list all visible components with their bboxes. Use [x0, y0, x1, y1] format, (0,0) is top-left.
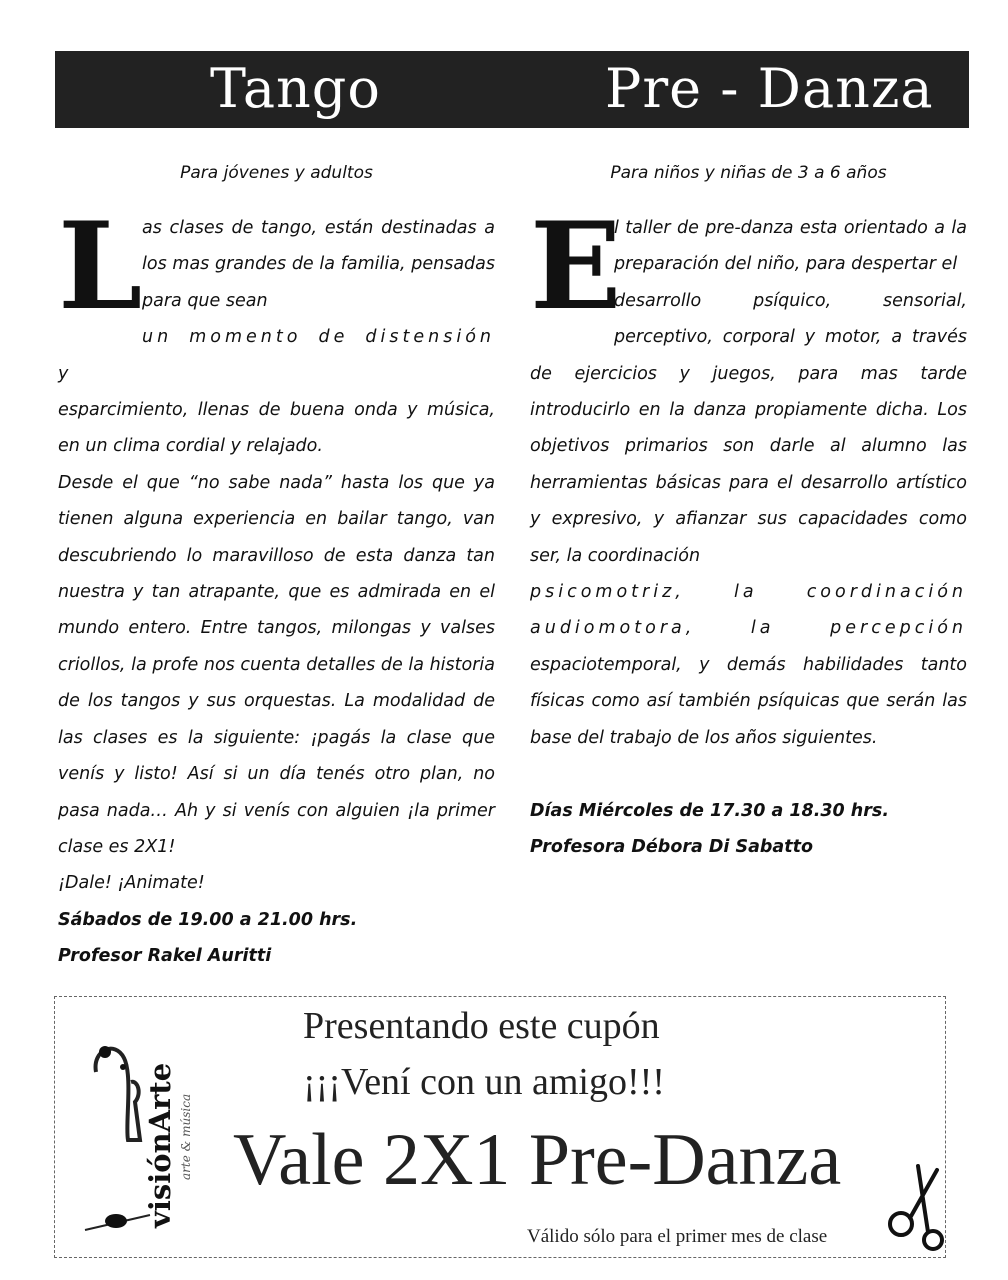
logo-subtext: arte & música [179, 1093, 193, 1180]
logo-text: visiónArte [143, 1062, 177, 1228]
predanza-column [530, 160, 967, 865]
spacer [530, 756, 967, 792]
predanza-intro: l taller de pre-danza esta orientado a la preparación del niño, para despertar el [614, 218, 967, 275]
tango-dropcap: L [58, 196, 143, 337]
predanza-spread-2: audiomotora, la percepción [530, 618, 967, 639]
tango-paragraph-2: Desde el que “no sabe nada” hasta los que ya tienen alguna experiencia en bailar tango, van descubriendo lo maravilloso de esta danza tan nuestra y tan atrapante, que es admirada en el mundo entero. Entre tangos, milongas y valses criollos, la profe nos cuenta detalles de la historia de los tangos y sus orquestas. La modalidad de las clases es la siguiente: ¡pagás la clase que venís y listo! Así si un día tenés otro plan, no pasa nada… Ah y si venís con alguien ¡la primer clase es 2X1! [58, 472, 495, 857]
tango-teacher: Profesor Rakel Auritti [58, 946, 272, 967]
tango-schedule: Sábados de 19.00 a 21.00 hrs. [58, 909, 358, 930]
tango-column [58, 160, 495, 975]
predanza-subtitle: Para niños y niñas de 3 a 6 años [610, 163, 887, 183]
tango-intro: as clases de tango, están destinadas a los mas grandes de la familia, pensadas para que sean [142, 218, 495, 311]
predanza-dropcap: E [530, 196, 622, 337]
predanza-title: Pre - Danza [605, 57, 934, 120]
tango-cheer: ¡Dale! ¡Animate! [58, 873, 205, 894]
predanza-spread-1: psicomotriz, la coordinación [530, 582, 967, 603]
predanza-paragraph-end: espaciotemporal, y demás habilidades tanto físicas como así también psíquicas que serán las base del trabajo de los años siguientes. [530, 654, 967, 748]
tango-paragraph-1: esparcimiento, llenas de buena onda y música, en un clima cordial y relajado. [58, 400, 495, 457]
tango-title: Tango [210, 57, 381, 120]
scissors-icon [885, 1162, 949, 1258]
coupon-headline: Vale 2X1 Pre-Danza [233, 1119, 842, 1201]
predanza-teacher: Profesora Débora Di Sabatto [530, 836, 813, 857]
music-note-logo-icon [80, 1010, 200, 1240]
predanza-schedule: Días Miércoles de 17.30 a 18.30 hrs. [530, 800, 889, 821]
coupon-line-1: Presentando este cupón [303, 1005, 660, 1047]
tango-subtitle: Para jóvenes y adultos [180, 163, 373, 183]
coupon-note: Válido sólo para el primer mes de clase [527, 1226, 828, 1247]
tango-body [58, 196, 495, 975]
header-bar [55, 51, 969, 128]
predanza-paragraph: desarrollo psíquico, sensorial, perceptivo, corporal y motor, a través de ejercicios y juegos, para mas tarde introducirlo en la danza propiamente dicha. Los objetivos primarios son darle al alumno las herramientas básicas para el desarrollo artístico y expresivo, y afianzar sus capacidades como ser, la coordinación [530, 290, 967, 566]
predanza-body [530, 196, 967, 865]
tango-spread-line: un momento de distensión y [58, 327, 495, 384]
coupon-line-2: ¡¡¡Vení con un amigo!!! [303, 1061, 665, 1103]
